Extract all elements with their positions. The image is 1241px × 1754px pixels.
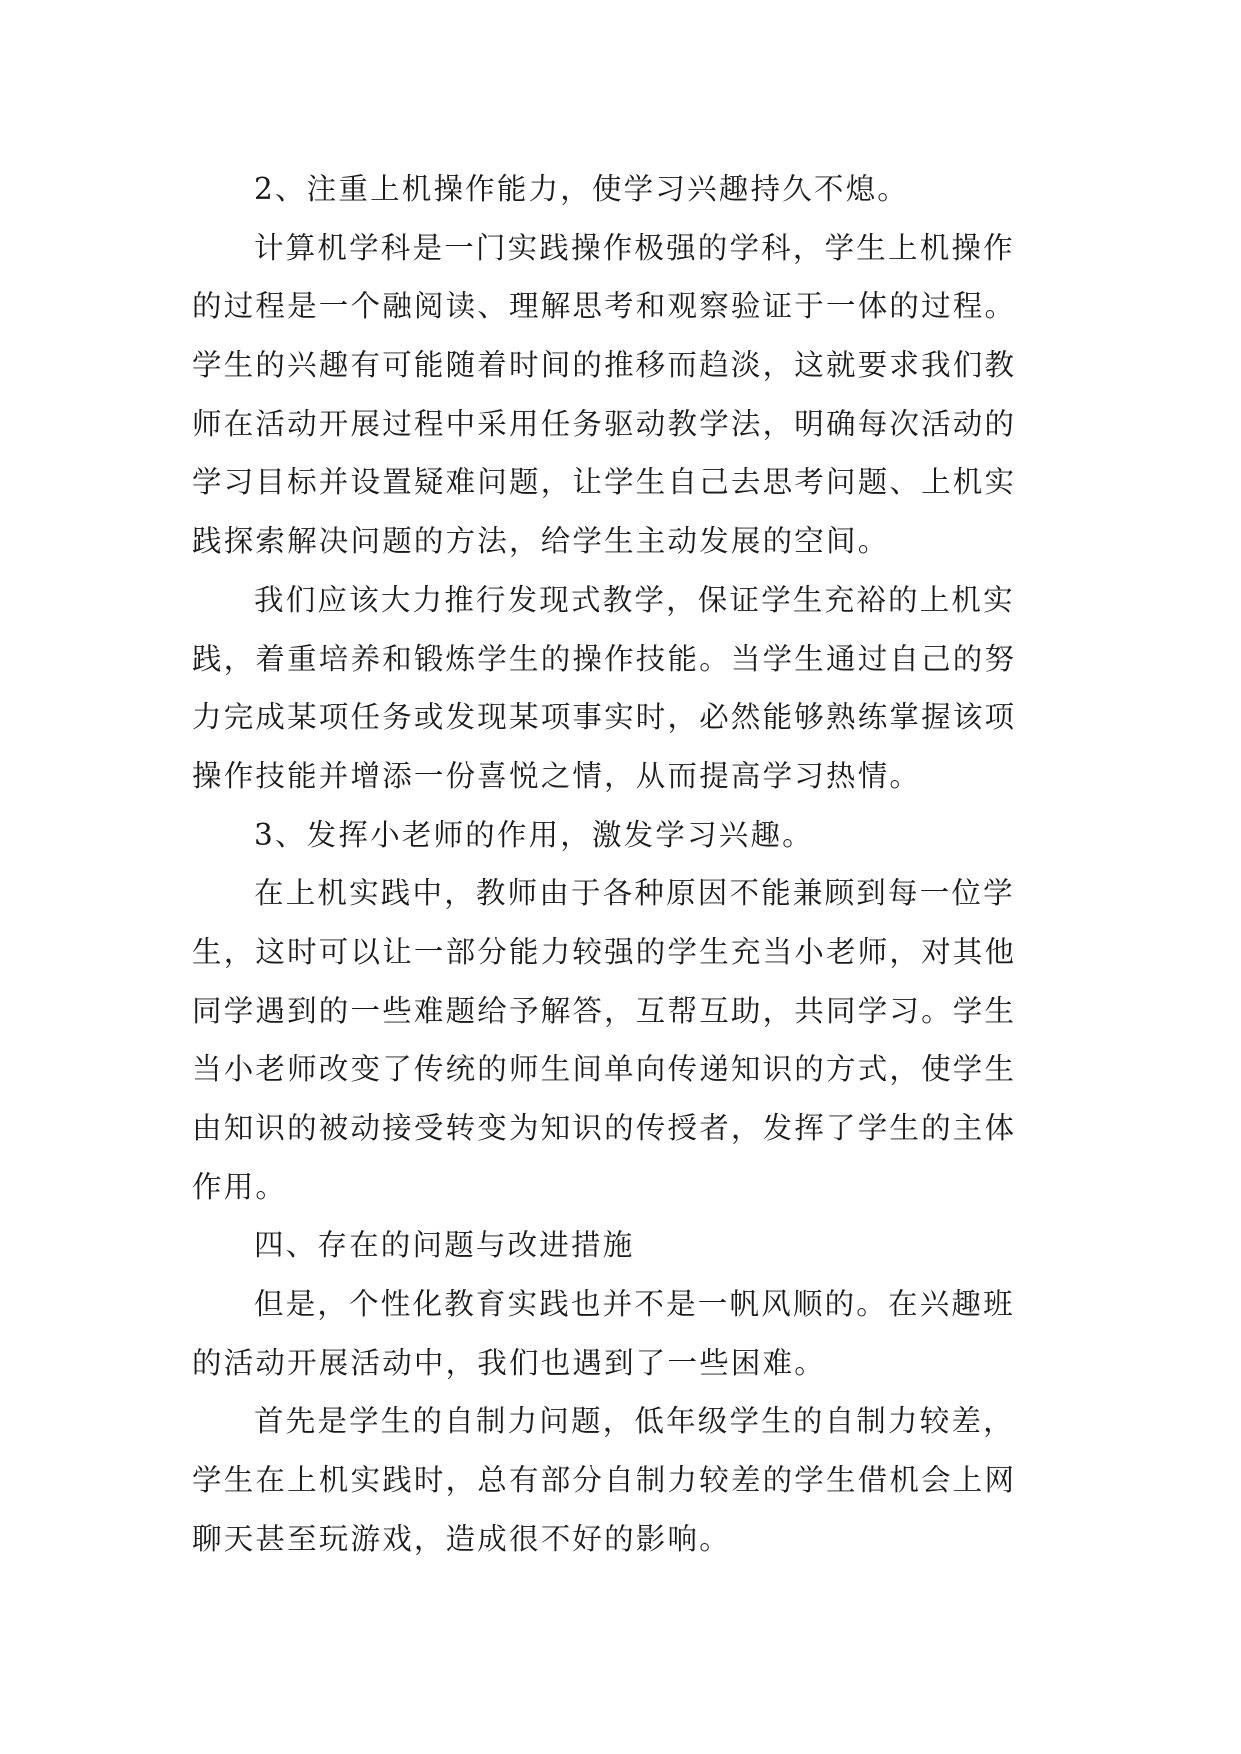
heading-section-3: [192, 806, 1072, 865]
text-line: 2、注重上机操作能力，使学习兴趣持久不熄。: [254, 172, 909, 206]
text-line: 学生的兴趣有可能随着时间的推移而趋淡，这就要求我们教: [192, 348, 1017, 383]
text-line: 的活动开展活动中，我们也遇到了一些困难。: [192, 1345, 827, 1380]
text-line: 生，这时可以让一部分能力较强的学生充当小老师，对其他: [192, 934, 1017, 969]
heading-section-four: [192, 1216, 1072, 1275]
text-line: 首先是学生的自制力问题，低年级学生的自制力较差，: [254, 1404, 1015, 1439]
text-line: 力完成某项任务或发现某项事实时，必然能够熟练掌握该项: [192, 700, 1017, 735]
text-line: 学习目标并设置疑难问题，让学生自己去思考问题、上机实: [192, 465, 1017, 500]
text-line: 计算机学科是一门实践操作极强的学科，学生上机操作: [254, 230, 1015, 265]
paragraph: [192, 1275, 1072, 1392]
heading-section-2: [192, 160, 1072, 219]
text-line: 同学遇到的一些难题给予解答，互帮互助，共同学习。学生: [192, 993, 1017, 1028]
paragraph: [192, 571, 1072, 806]
text-line: 聊天甚至玩游戏，造成很不好的影响。: [192, 1521, 731, 1556]
text-line: 3、发挥小老师的作用，激发学习兴趣。: [254, 817, 814, 852]
text-line: 践探索解决问题的方法，给学生主动发展的空间。: [192, 524, 890, 559]
paragraph: [192, 1392, 1072, 1568]
document-body: [192, 160, 1072, 1569]
text-line: 在上机实践中，教师由于各种原因不能兼顾到每一位学: [254, 876, 1015, 911]
text-line: 四、存在的问题与改进措施: [254, 1228, 635, 1263]
paragraph: [192, 864, 1072, 1216]
text-line: 我们应该大力推行发现式教学，保证学生充裕的上机实: [254, 582, 1015, 617]
text-line: 当小老师改变了传统的师生间单向传递知识的方式，使学生: [192, 1052, 1017, 1087]
text-line: 的过程是一个融阅读、理解思考和观察验证于一体的过程。: [192, 289, 1017, 324]
paragraph: [192, 219, 1072, 571]
text-line: 践，着重培养和锻炼学生的操作技能。当学生通过自己的努: [192, 641, 1017, 676]
text-line: 师在活动开展过程中采用任务驱动教学法，明确每次活动的: [192, 406, 1017, 441]
text-line: 操作技能并增添一份喜悦之情，从而提高学习热情。: [192, 758, 922, 793]
text-line: 学生在上机实践时，总有部分自制力较差的学生借机会上网: [192, 1463, 1017, 1498]
text-line: 作用。: [192, 1169, 288, 1204]
text-line: 但是，个性化教育实践也并不是一帆风顺的。在兴趣班: [254, 1287, 1015, 1322]
text-line: 由知识的被动接受转变为知识的传授者，发挥了学生的主体: [192, 1111, 1017, 1145]
